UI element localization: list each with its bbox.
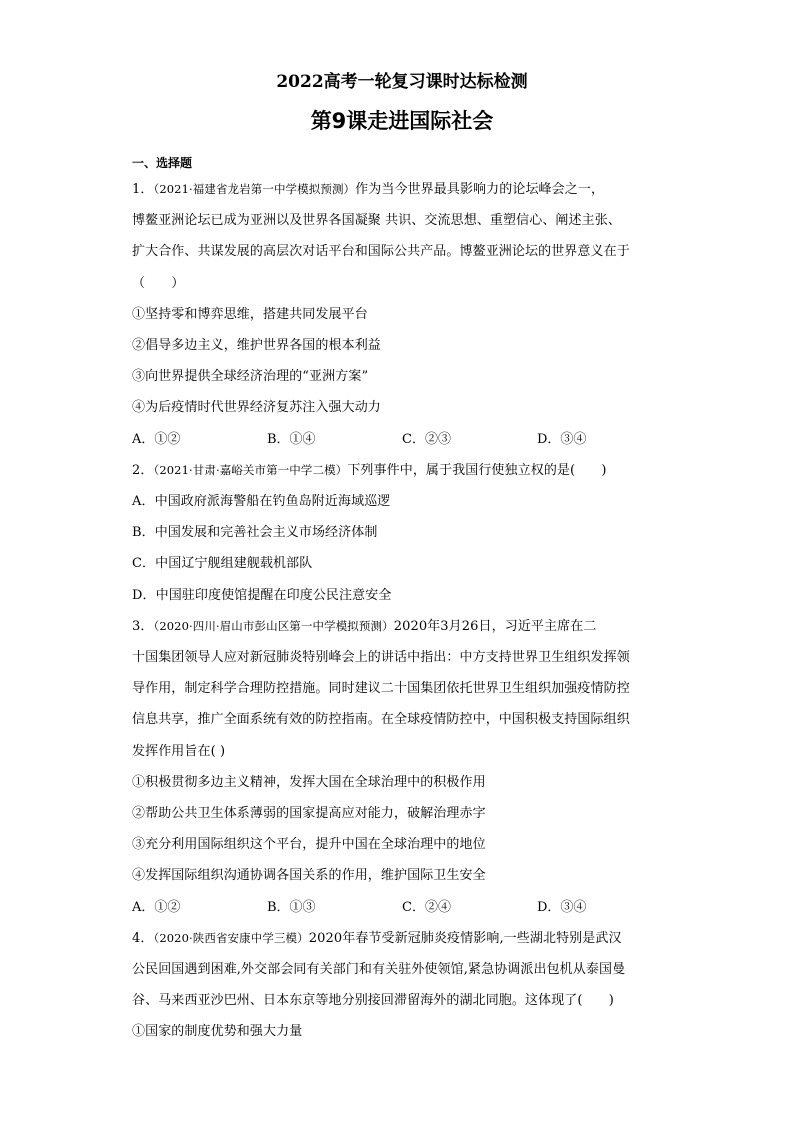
document-content bbox=[132, 70, 672, 1048]
option-d[interactable]: D．③④ bbox=[537, 431, 587, 447]
statement-item: ②帮助公共卫生体系薄弱的国家提高应对能力，破解治理赤字 bbox=[132, 806, 486, 822]
statement-item: ④发挥国际组织沟通协调各国关系的作用，维护国际卫生安全 bbox=[132, 868, 486, 884]
question-number: 3． bbox=[132, 618, 154, 634]
option-c[interactable]: C．②③ bbox=[402, 431, 451, 447]
statement-item: ③向世界提供全球经济治理的“亚洲方案” bbox=[132, 369, 369, 385]
question-4 bbox=[132, 923, 672, 1048]
option-b[interactable]: B．①③ bbox=[267, 899, 316, 915]
question-text: 2020年春节受新冠肺炎疫情影响,一些湖北特别是武汉 bbox=[308, 930, 622, 946]
question-2-stem-line bbox=[132, 455, 672, 486]
question-text: 十国集团领导人应对新冠肺炎特别峰会上的讲话中指出：中方支持世界卫生组织发挥领 bbox=[132, 650, 630, 666]
question-1 bbox=[132, 174, 672, 455]
question-text: 扩大合作、共谋发展的高层次对话平台和国际公共产品。博鳌亚洲论坛的世界意义在于 bbox=[132, 244, 630, 260]
answer-blank: （ ） bbox=[132, 275, 185, 291]
question-1-stem-line bbox=[132, 174, 672, 205]
option-d[interactable]: D．中国驻印度使馆提醒在印度公民注意安全 bbox=[132, 587, 392, 603]
question-text: 公民回国遇到困难,外交部会同有关部门和有关驻外使领馆,紧急协调派出包机从泰国曼 bbox=[132, 962, 626, 978]
question-3 bbox=[132, 611, 672, 923]
question-source: （2021·甘肃·嘉峪关市第一中学二模） bbox=[153, 462, 348, 477]
option-b[interactable]: B．①④ bbox=[267, 431, 316, 447]
question-text: 导作用，制定科学合理防控措施。同时建议二十国集团依托世界卫生组织加强疫情防控 bbox=[132, 681, 630, 697]
question-text: 发挥作用旨在( ) bbox=[132, 743, 226, 759]
question-number: 1． bbox=[132, 182, 154, 197]
answer-options bbox=[132, 892, 672, 923]
statement-item: ①坚持零和博弈思维，搭建共同发展平台 bbox=[132, 306, 368, 322]
question-text: 2020年3月26日，习近平主席在二 bbox=[393, 618, 597, 634]
option-a[interactable]: A．①② bbox=[132, 431, 181, 447]
statement-item: ②倡导多边主义，维护世界各国的根本利益 bbox=[132, 338, 381, 354]
question-text: 博鳌亚洲论坛已成为亚洲以及世界各国凝聚 共识、交流思想、重塑信心、阐述主张、 bbox=[132, 213, 621, 229]
option-c[interactable]: C．中国辽宁舰组建舰载机部队 bbox=[132, 556, 313, 572]
question-4-stem-line bbox=[132, 923, 672, 954]
statement-item: ①积极贯彻多边主义精神，发挥大国在全球治理中的积极作用 bbox=[132, 774, 486, 790]
answer-options bbox=[132, 424, 672, 455]
question-number: 2． bbox=[132, 462, 154, 478]
question-3-stem-line bbox=[132, 611, 672, 642]
question-text: 作为当今世界最具影响力的论坛峰会之一， bbox=[355, 182, 605, 197]
question-text: 信息共享，推广全面系统有效的防控指南。在全球疫情防控中，中国积极支持国际组织 bbox=[132, 712, 630, 728]
section-heading: 一、选择题 bbox=[132, 156, 193, 170]
option-a[interactable]: A．中国政府派海警船在钓鱼岛附近海域巡逻 bbox=[132, 494, 391, 510]
statement-item: ①国家的制度优势和强大力量 bbox=[132, 1024, 303, 1040]
question-text: 下列事件中，属于我国行使独立权的是( ) bbox=[347, 462, 607, 478]
document-title: 2022高考一轮复习课时达标检测 bbox=[276, 72, 528, 92]
lesson-title: 第9课走进国际社会 bbox=[310, 109, 494, 133]
statement-item: ③充分利用国际组织这个平台，提升中国在全球治理中的地位 bbox=[132, 837, 486, 853]
option-b[interactable]: B．中国发展和完善社会主义市场经济体制 bbox=[132, 525, 378, 541]
question-text: 谷、马来西亚沙巴州、日本东京等地分别接回滞留海外的湖北同胞。这体现了( ) bbox=[132, 993, 614, 1009]
question-source: （2020·四川·眉山市彭山区第一中学模拟预测） bbox=[153, 618, 394, 633]
statement-item: ④为后疫情时代世界经济复苏注入强大动力 bbox=[132, 400, 381, 416]
question-source: （2020·陕西省安康中学三模） bbox=[153, 930, 309, 945]
question-source: （2021·福建省龙岩第一中学模拟预测） bbox=[153, 182, 356, 196]
option-a[interactable]: A．①② bbox=[132, 899, 181, 915]
option-d[interactable]: D．③④ bbox=[537, 899, 587, 915]
question-2 bbox=[132, 455, 672, 611]
option-c[interactable]: C．②④ bbox=[402, 899, 451, 915]
question-number: 4． bbox=[132, 930, 154, 946]
